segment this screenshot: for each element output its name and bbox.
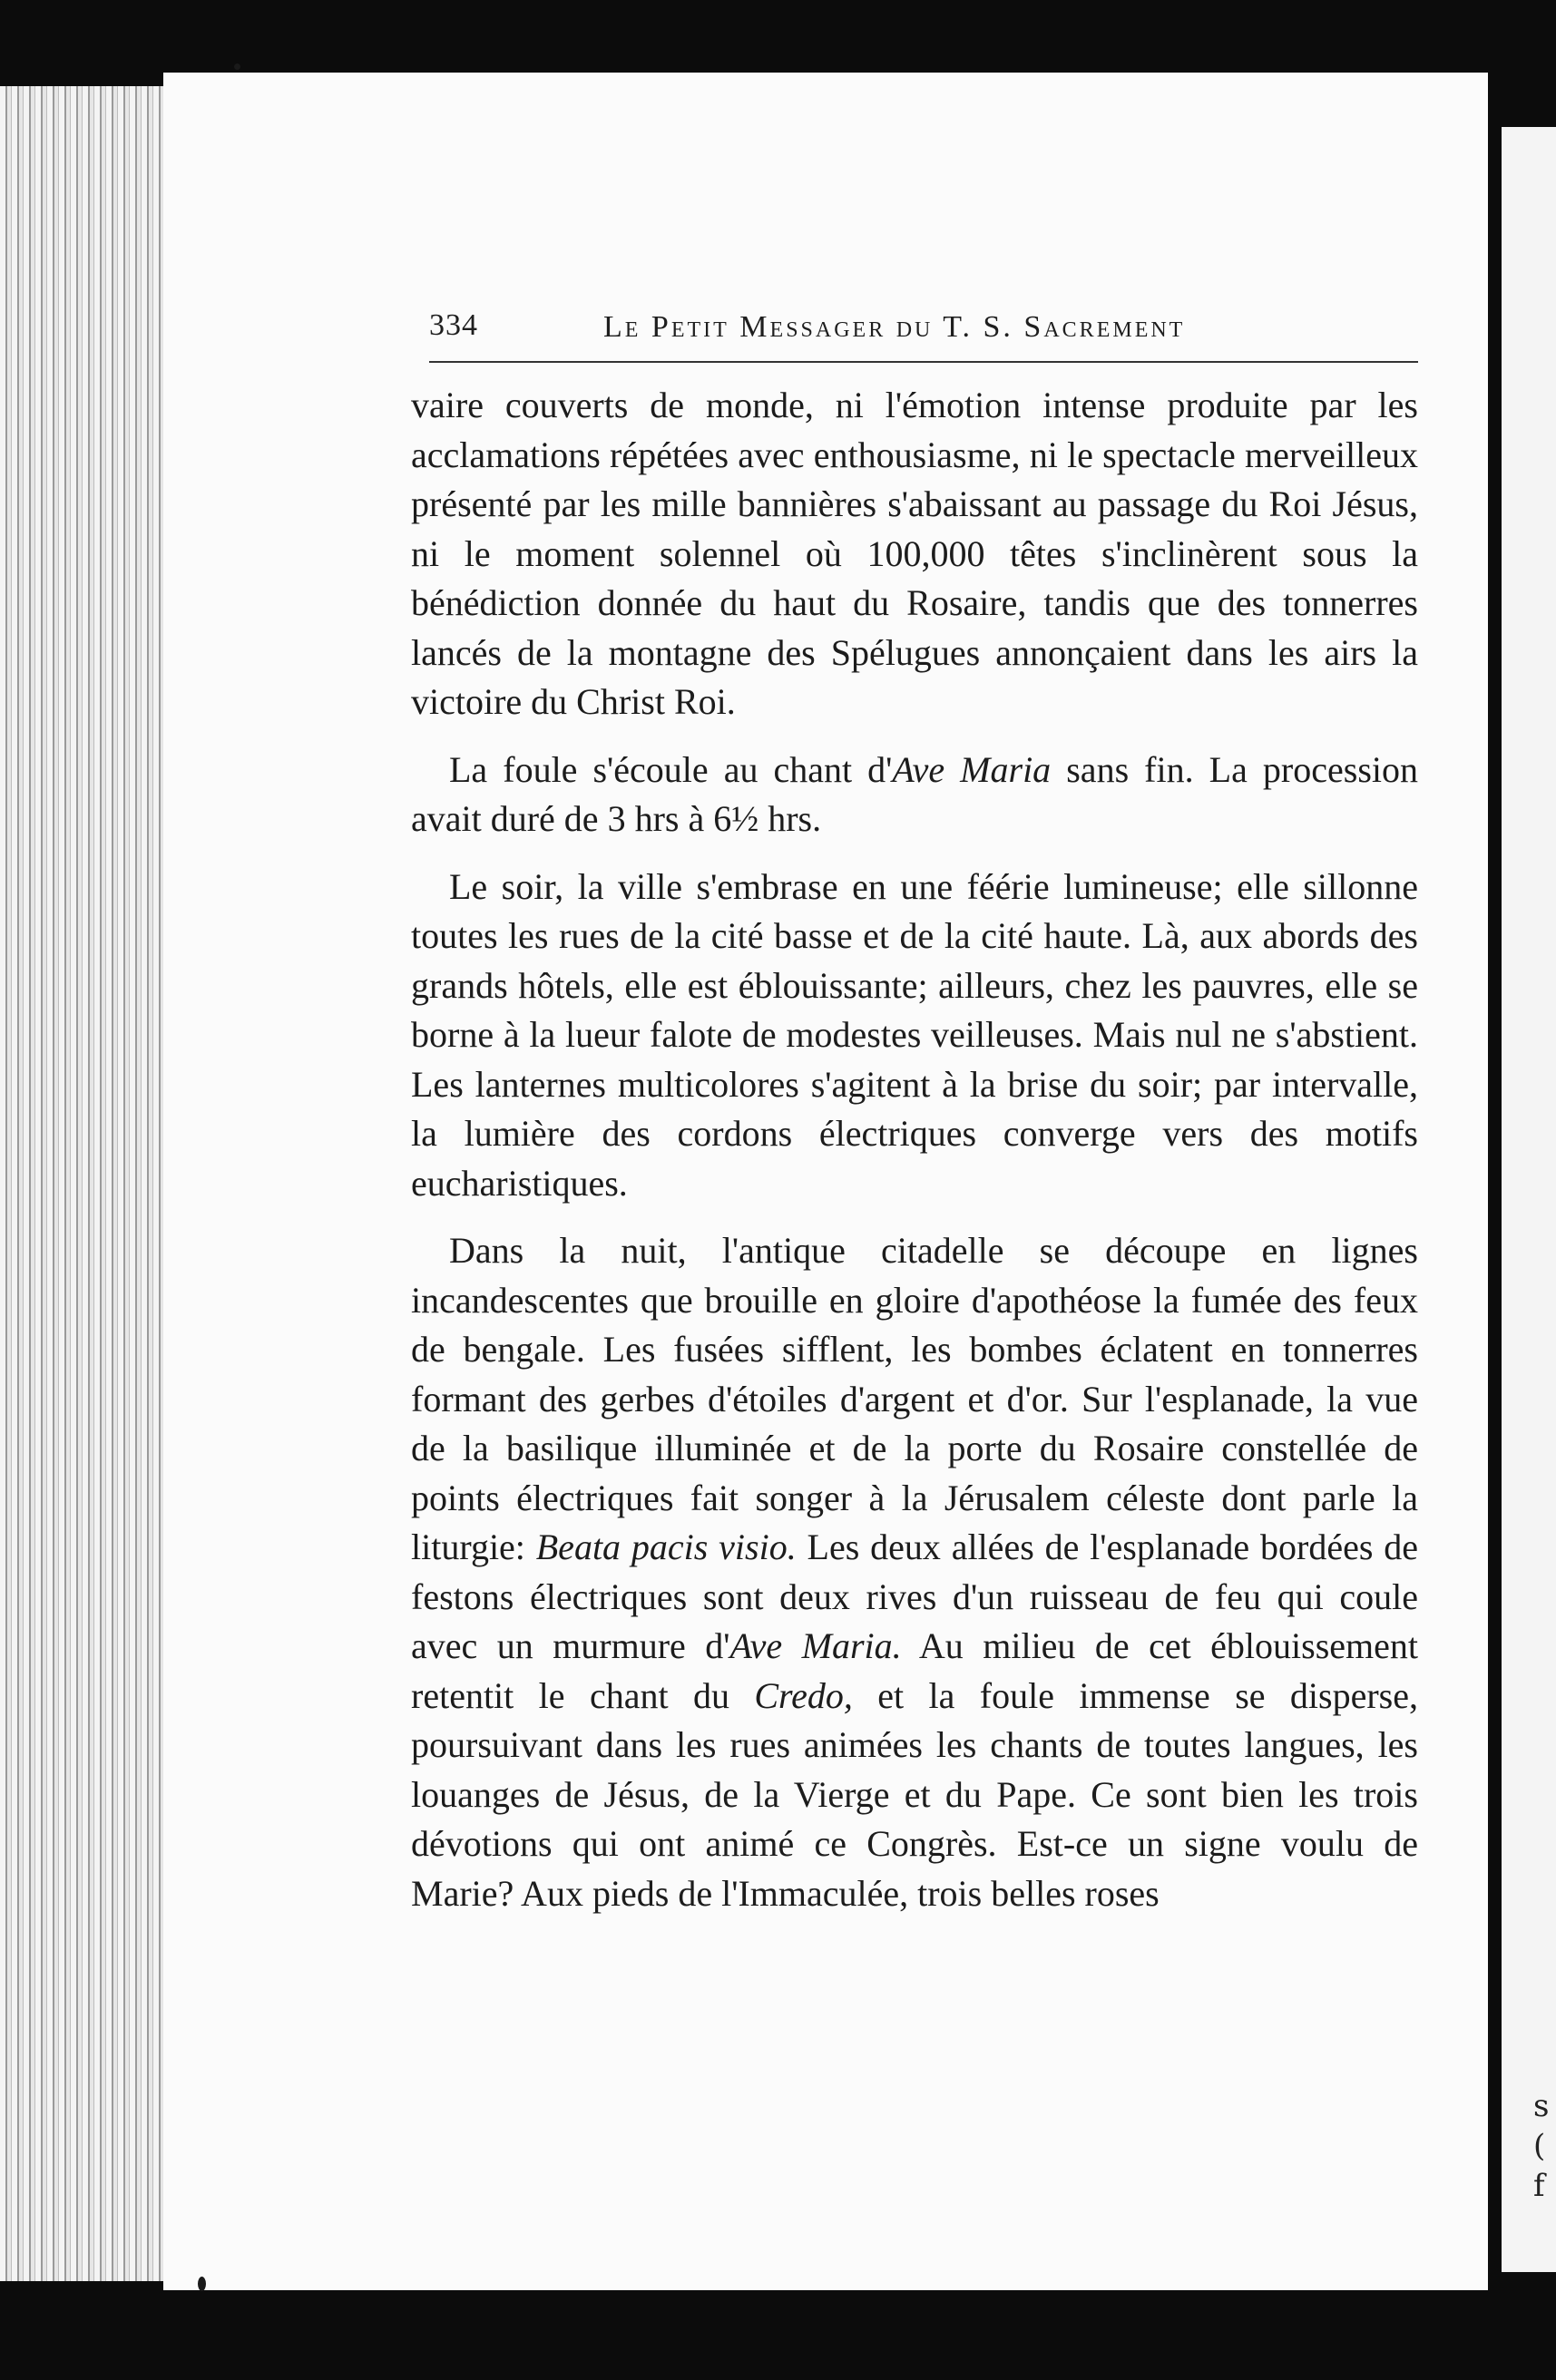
page-header xyxy=(429,308,1418,363)
paragraph-1 xyxy=(411,381,1418,727)
paragraph-2-italic: Ave Maria xyxy=(892,748,1052,790)
paragraph-4-text-c: Au milieu de cet éblouissement retentit le chant du xyxy=(411,1625,1419,1716)
paragraph-3 xyxy=(411,863,1418,1209)
scan-speck xyxy=(198,2277,206,2291)
paragraph-4-italic-3: Credo, xyxy=(754,1674,853,1716)
paragraph-2-text-a: La foule s'écoule au chant d' xyxy=(449,748,893,790)
book-page-edges xyxy=(0,86,168,2281)
paragraph-4-italic-2: Ave Maria. xyxy=(729,1625,902,1666)
paragraph-2 xyxy=(411,746,1418,844)
next-page-text-fragment: s ( f xyxy=(1533,2088,1550,2205)
scan-speck xyxy=(234,63,240,70)
paragraph-4-text-b: Les deux allées de l'esplanade bordées de festons électriques sont deux rives d'un ruisseau de feu qui coule avec un murmure d' xyxy=(411,1527,1419,1666)
paragraph-4-italic-1: Beata pacis visio. xyxy=(535,1527,797,1567)
paragraph-4-text-a: Dans la nuit, l'antique citadelle se découpe en lignes incandescentes que brouille en gloire d'apothéose la fumée des feux de bengale. Les fusées sifflent, les bombes éclatent en tonnerres formant des gerbes d'étoiles d'argent et d'or. Sur l'esplanade, la vue de la basilique illuminée et de la porte du Rosaire constellée de points électriques fait songer à la Jérusalem céleste dont parle la liturgie: xyxy=(411,1230,1418,1567)
paragraph-4-text-d: et la foule immense se disperse, poursuivant dans les rues animées les chants de toutes langues, les louanges de Jésus, de la Vierge et du Pape. Ce sont bien les trois dévotions qui ont animé ce Congrès. Est-ce un signe voulu de Marie? Aux pieds de l'Immaculée, trois belles roses xyxy=(411,1674,1418,1914)
paragraph-1-text: vaire couverts de monde, ni l'émotion intense produite par les acclamations répétées avec enthousiasme, ni le spectacle merveilleux présenté par les mille bannières s'abaissant au passage du Roi Jésus, ni le moment solennel où 100,000 têtes s'inclinèrent sous la bénédiction donnée du haut du Rosaire, tandis que des tonnerres lancés de la montagne des Spélugues annonçaient dans les airs la victoire du Christ Roi. xyxy=(411,385,1418,722)
next-page-edge xyxy=(1502,127,1556,2272)
page-number: 334 xyxy=(429,308,478,342)
body-text xyxy=(411,381,1418,1918)
paragraph-4 xyxy=(411,1226,1418,1918)
paragraph-3-text: Le soir, la ville s'embrase en une féérie lumineuse; elle sillonne toutes les rues de la cité basse et de la cité haute. Là, aux abords des grands hôtels, elle est éblouissante; ailleurs, chez les pauvres, elle se borne à la lueur falote de modestes veilleuses. Mais nul ne s'abstient. Les lanternes multicolores s'agitent à la brise du soir; par intervalle, la lumière des cordons électriques converge vers des motifs eucharistiques. xyxy=(411,865,1418,1204)
running-title: Le Petit Messager du T. S. Sacrement xyxy=(603,310,1186,344)
paragraph-2-text-b: sans fin. La procession avait duré de 3 hrs à 6½ hrs. xyxy=(411,748,1418,839)
